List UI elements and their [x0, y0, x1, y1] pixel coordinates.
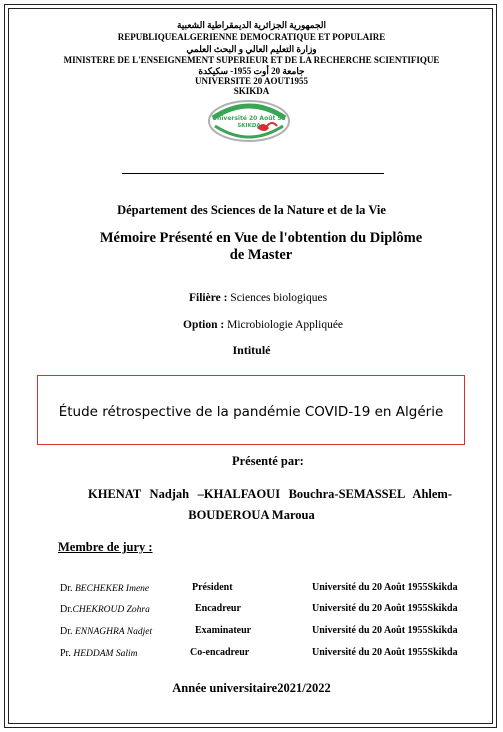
jury-university: Université du 20 Août 1955Skikda: [312, 582, 458, 593]
filiere-value: Sciences biologiques: [230, 292, 328, 304]
option-label: Option :: [183, 319, 225, 331]
academic-year: Année universitaire2021/2022: [172, 681, 331, 695]
jury-row: [60, 648, 137, 659]
jury-university: Université du 20 Août 1955Skikda: [312, 647, 458, 658]
header-university: UNIVERSITE 20 AOUT1955: [194, 76, 309, 86]
jury-university: Université du 20 Août 1955Skikda: [312, 603, 458, 614]
presented-by: Présenté par:: [232, 454, 304, 468]
logo-text-2: SKIKDA: [237, 123, 261, 129]
university-logo: [205, 96, 293, 146]
authors-line-2: BOUDEROUA Maroua: [188, 508, 315, 522]
header-divider: [122, 173, 384, 174]
jury-title: Dr.: [60, 604, 73, 615]
memoire-heading: Mémoire Présenté en Vue de l'obtention du Diplôme de Master: [99, 230, 423, 263]
jury-role: Encadreur: [195, 603, 241, 614]
university-logo-graphic: [205, 96, 293, 146]
filiere-label: Filière :: [189, 292, 228, 304]
jury-row: [60, 583, 149, 594]
jury-title: Dr.: [60, 583, 73, 594]
jury-heading: Membre de jury :: [58, 540, 153, 554]
thesis-title: Étude rétrospective de la pandémie COVID-19 en Algérie: [58, 404, 444, 420]
header-city: SKIKDA: [233, 86, 270, 96]
header-ministry: MINISTERE DE L'ENSEIGNEMENT SUPERIEUR ET DE LA RECHERCHE SCIENTIFIQUE: [63, 55, 440, 65]
thesis-title-box: [37, 375, 465, 445]
jury-row: [60, 626, 152, 637]
header-arabic-university: جامعة 20 أوت 1955- سكيكدة: [198, 66, 305, 76]
header-arabic-ministry: وزارة التعليم العالي و البحث العلمي: [186, 44, 317, 54]
jury-title: Pr.: [60, 648, 71, 659]
option-value: Microbiologie Appliquée: [227, 319, 344, 331]
jury-name: ENNAGHRA Nadjet: [75, 627, 153, 637]
jury-university: Université du 20 Août 1955Skikda: [312, 625, 458, 636]
jury-role: Examinateur: [195, 625, 252, 636]
jury-name: BECHEKER Imene: [75, 584, 150, 594]
option-line: [183, 319, 343, 331]
logo-text-1: Université 20 Août 55: [212, 115, 286, 122]
jury-name: HEDDAM Salim: [73, 649, 138, 659]
jury-name: CHEKROUD Zohra: [72, 605, 150, 615]
header-republic: REPUBLIQUEALGERIENNE DEMOCRATIQUE ET POPULAIRE: [117, 32, 386, 42]
filiere-line: [189, 292, 327, 304]
header-arabic-republic: الجمهورية الجزائرية الديمقراطية الشعبية: [176, 20, 327, 30]
authors-line-1: KHENAT Nadjah –KHALFAOUI Bouchra-SEMASSEL Ahlem-: [88, 487, 452, 501]
jury-role: Président: [192, 582, 233, 593]
department: Département des Sciences de la Nature et de la Vie: [117, 203, 386, 217]
intitule-label: Intitulé: [232, 343, 271, 357]
jury-role: Co-encadreur: [190, 647, 250, 658]
jury-title: Dr.: [60, 626, 73, 637]
jury-row: [60, 604, 150, 615]
